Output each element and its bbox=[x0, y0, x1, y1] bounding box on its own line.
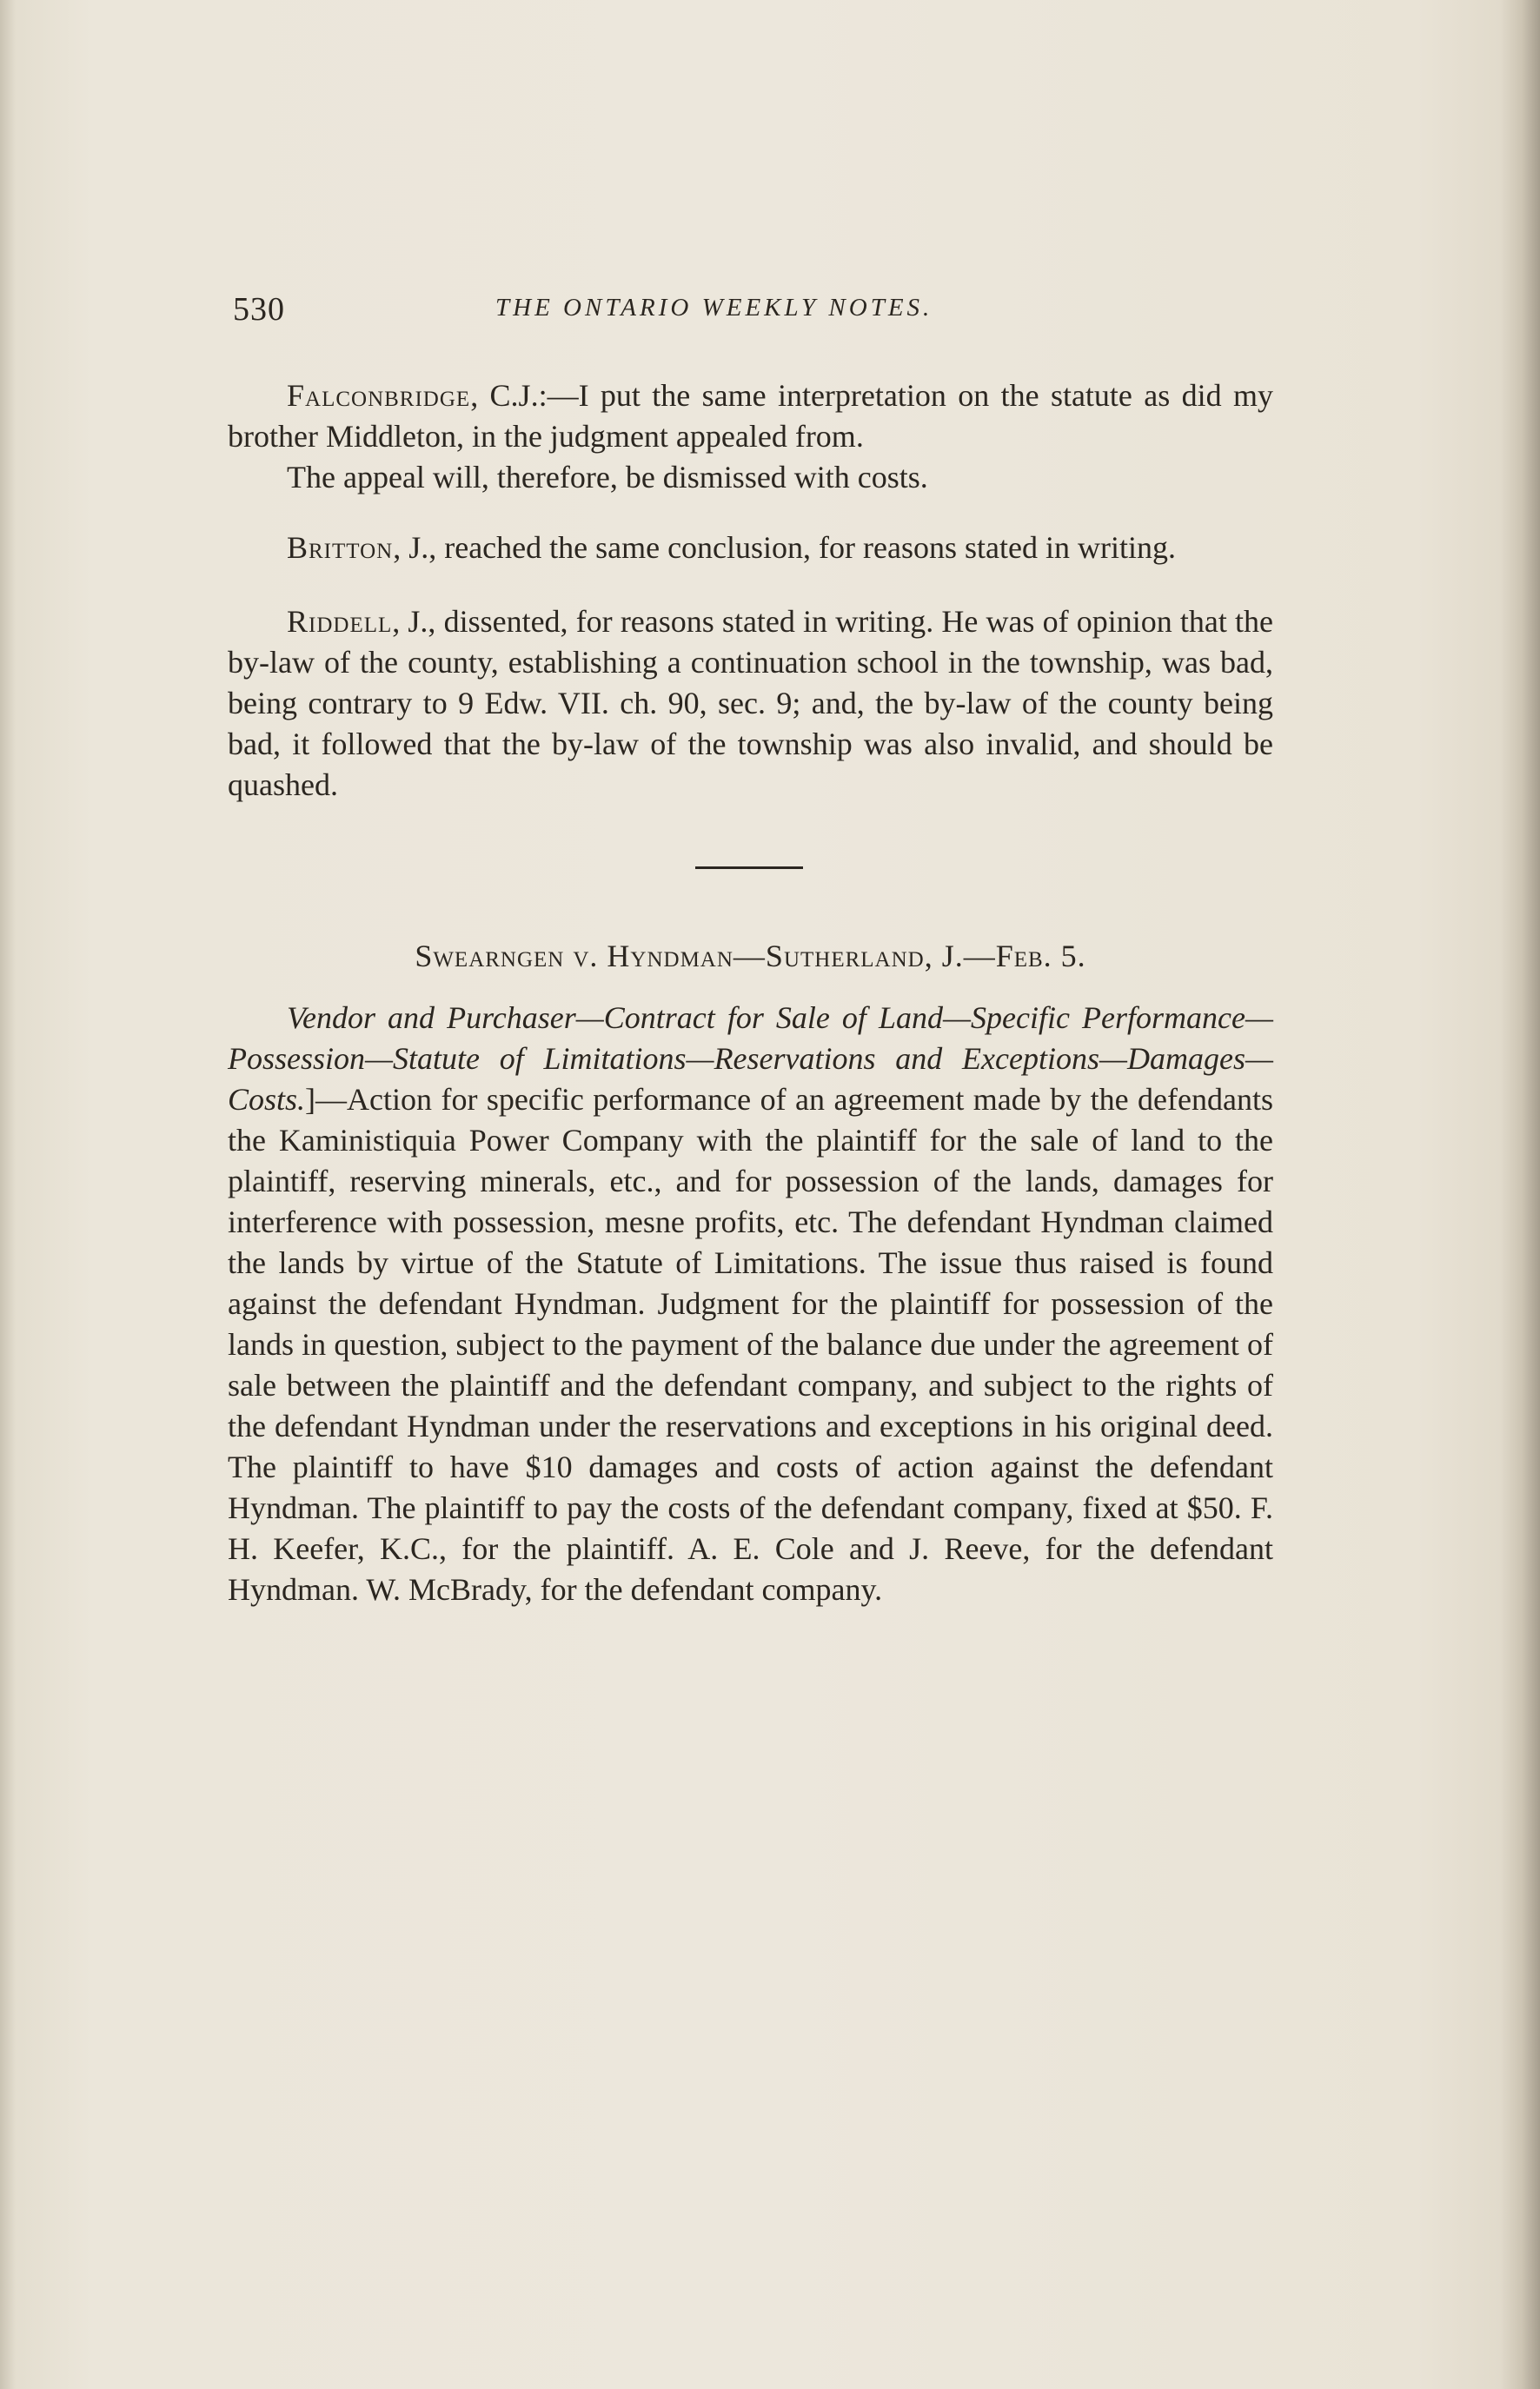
page-body bbox=[228, 375, 1273, 1610]
case-headnote: Vendor and Purchaser—Contract for Sale of Land—Specific Performance—Possession—Statute of Limitations—Reservations and Exceptions—Damages—Costs. bbox=[228, 1000, 1273, 1117]
riddell-text: , J., dissented, for reasons stated in writing. He was of opinion that the by-law of the county, establishing a continuation school in the township, was bad, being contrary to 9 Edw. VII. ch. 90, sec. 9; and, the by-law of the county being bad, it followed that the by-law of the township was also invalid, and should be quashed. bbox=[228, 604, 1273, 802]
judge-name-britton: Britton bbox=[287, 530, 394, 565]
britton-text: , J., reached the same conclusion, for reasons stated in writing. bbox=[393, 530, 1176, 565]
running-head: THE ONTARIO WEEKLY NOTES. bbox=[495, 294, 933, 322]
case-title: Swearngen v. Hyndman—Sutherland, J.—Feb. 5. bbox=[415, 939, 1086, 973]
appeal-dismissed-paragraph: The appeal will, therefore, be dismissed with costs. bbox=[287, 460, 928, 494]
divider-rule bbox=[695, 866, 803, 869]
paragraph-gap bbox=[228, 498, 1273, 528]
case-body: ]—Action for specific performance of an agreement made by the defendants the Kaministiquia Power Company with the plaintiff for the sale of land to the plaintiff, reserving minerals, etc., and for possession of the lands, damages for interference with possession, mesne profits, etc. The defendant Hyndman claimed the lands by virtue of the Statute of Limitations. The issue thus raised is found against the defendant Hyndman. Judgment for the plaintiff for possession of the lands in question, subject to the payment of the balance due under the agreement of sale between the plaintiff and the defendant company, and subject to the rights of the defendant Hyndman under the reservations and exceptions in his original deed. The plaintiff to have $10 damages and costs of action against the defendant Hyndman. The plaintiff to pay the costs of the defendant company, fixed at $50. F. H. Keefer, K.C., for the plaintiff. A. E. Cole and J. Reeve, for the defendant Hyndman. W. McBrady, for the defendant company. bbox=[228, 1082, 1273, 1607]
page-number: 530 bbox=[233, 291, 285, 328]
section-divider bbox=[228, 806, 1273, 936]
page-left-edge bbox=[0, 0, 16, 2389]
falconbridge-text: , C.J.:—I put the same interpretation on the statute as did my brother Middleton, in the judgment appealed from. bbox=[228, 378, 1273, 454]
riddell-paragraph bbox=[228, 601, 1273, 806]
falconbridge-paragraph bbox=[228, 375, 1273, 457]
judge-name-riddell: Riddell bbox=[287, 604, 393, 639]
page-header bbox=[233, 290, 1276, 342]
judge-name-falconbridge: Falconbridge bbox=[287, 378, 471, 413]
britton-paragraph bbox=[228, 528, 1273, 568]
page-right-edge-shadow bbox=[1500, 0, 1540, 2389]
paragraph-gap bbox=[228, 568, 1273, 601]
case-paragraph bbox=[228, 998, 1273, 1610]
